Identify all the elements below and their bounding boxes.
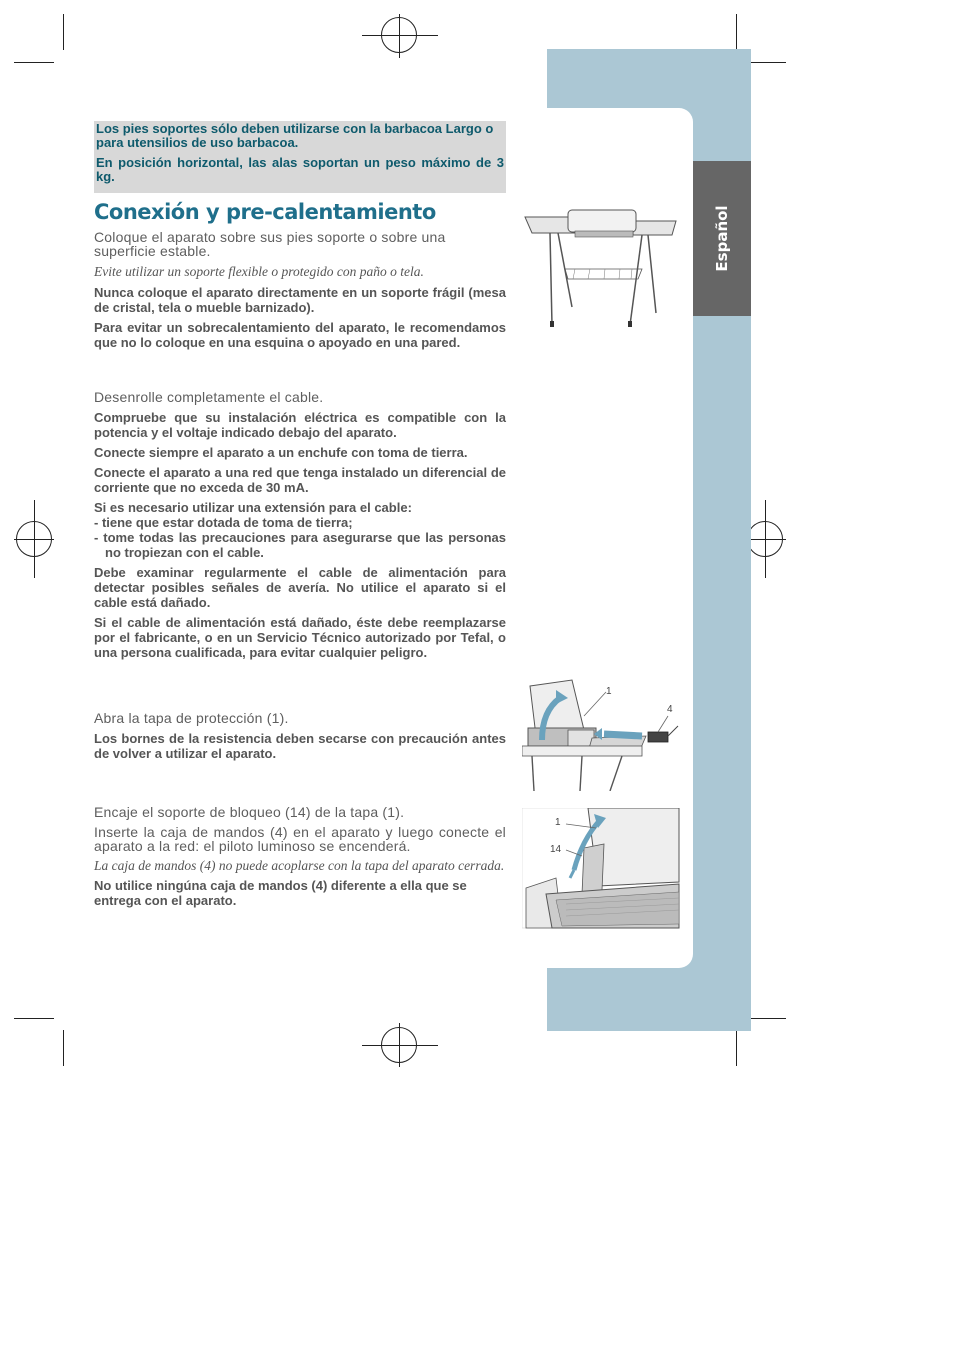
crop-mark <box>14 1018 54 1019</box>
instruction-note: Evite utilizar un soporte flexible o protegido con paño o tela. <box>94 264 424 279</box>
control-box-instructions <box>94 805 506 913</box>
crop-mark <box>63 14 64 50</box>
warning-text: No utilice ningúna caja de mandos (4) diferente a ella que se entrega con el aparato. <box>94 878 467 908</box>
language-label: Español <box>713 205 731 272</box>
callout-label: 1 <box>555 817 561 828</box>
warning-text: Los bornes de la resistencia deben secarse con precaución antes de volver a utilizar el aparato. <box>94 731 506 761</box>
placement-instructions <box>94 230 506 355</box>
notice-paragraph: En posición horizontal, las alas soportan un peso máximo de 3 kg. <box>96 155 504 184</box>
instruction-text: Inserte la caja de mandos (4) en el aparato y luego conecte el aparato a la red: el piloto luminoso se encenderá. <box>94 824 506 854</box>
extension-cable-warning <box>94 500 506 560</box>
section-title: Conexión y pre-calentamiento <box>94 200 436 224</box>
list-intro: Si es necesario utilizar una extensión para el cable: <box>94 500 412 515</box>
crop-mark <box>736 14 737 50</box>
crop-mark <box>14 62 54 63</box>
list-item: - tiene que estar dotada de toma de tierra; <box>94 515 353 530</box>
crop-mark <box>736 1030 737 1066</box>
warning-text: Si el cable de alimentación está dañado, éste debe reemplazarse por el fabricante, o en un Servicio Técnico autorizado por Tefal, o una persona cualificada, para evitar cualquier peligro. <box>94 615 506 660</box>
instruction-text: Abra la tapa de protección (1). <box>94 710 289 726</box>
warning-text: Debe examinar regularmente el cable de alimentación para detectar posibles señales de avería. No utilice el aparato si el cable está dañado. <box>94 565 506 610</box>
notice-box <box>94 121 506 193</box>
electrical-instructions <box>94 390 506 665</box>
lid-lock-support-illustration <box>522 808 680 929</box>
crop-mark <box>63 1030 64 1066</box>
warning-text: Para evitar un sobrecalentamiento del aparato, le recomendamos que no lo coloque en una esquina o apoyado en una pared. <box>94 320 506 350</box>
notice-paragraph: Los pies soportes sólo deben utilizarse con la barbacoa Largo o para utensilios de uso barbacoa. <box>96 121 494 150</box>
warning-text: Conecte siempre el aparato a un enchufe con toma de tierra. <box>94 445 468 460</box>
crop-mark <box>746 1018 786 1019</box>
list-item: - tome todas las precauciones para asegurarse que las personas no tropiezan con el cable. <box>94 530 506 560</box>
instruction-text: Coloque el aparato sobre sus pies soporte o sobre una superficie estable. <box>94 229 446 259</box>
instruction-text: Desenrolle completamente el cable. <box>94 389 324 405</box>
warning-text: Compruebe que su instalación eléctrica es compatible con la potencia y el voltaje indicado debajo del aparato. <box>94 410 506 440</box>
lid-instructions <box>94 711 506 766</box>
instruction-text: Encaje el soporte de bloqueo (14) de la tapa (1). <box>94 804 405 820</box>
callout-label: 4 <box>667 704 673 715</box>
warning-text: Nunca coloque el aparato directamente en un soporte frágil (mesa de cristal, tela o mueble barnizado). <box>94 285 506 315</box>
open-lid-illustration <box>522 676 680 791</box>
instruction-note: La caja de mandos (4) no puede acoplarse con la tapa del aparato cerrada. <box>94 858 505 873</box>
callout-label: 1 <box>606 686 612 697</box>
grill-on-stand-illustration <box>520 207 680 332</box>
crop-mark <box>746 62 786 63</box>
language-tab <box>693 161 751 316</box>
warning-text: Conecte el aparato a una red que tenga instalado un diferencial de corriente que no exceda de 30 mA. <box>94 465 506 495</box>
callout-label: 14 <box>550 844 562 855</box>
